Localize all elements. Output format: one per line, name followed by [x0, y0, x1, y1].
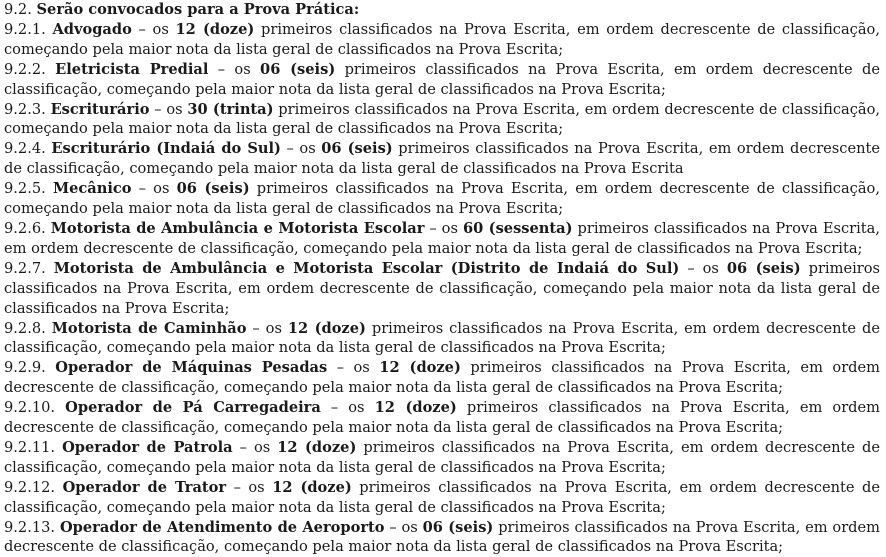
item-count: 12 (doze): [379, 359, 461, 377]
item-role: Escriturário: [50, 100, 150, 118]
item-count: 12 (doze): [272, 478, 352, 496]
item-role: Operador de Máquinas Pesadas: [55, 359, 328, 377]
list-item: [4, 319, 880, 359]
list-item: [4, 20, 880, 60]
item-count: 06 (seis): [260, 60, 336, 78]
item-role: Escriturário (Indaiá do Sul): [51, 140, 281, 158]
item-separator: – os: [246, 319, 288, 337]
item-text: primeiros classificados na Prova Escrita, em ordem decrescente de classificação, começando pela maior nota da lista geral de classificados na Prova Escrita;: [4, 60, 880, 98]
item-count: 12 (doze): [175, 20, 255, 38]
item-text: primeiros classificados na Prova Escrita, em ordem decrescente de classificação, começando pela maior nota da lista geral de classificados na Prova Escrita;: [4, 438, 881, 476]
item-text: primeiros classificados na Prova Escrita, em ordem decrescente de classificação, começando pela maior nota da lista geral de classificados na Prova Escrita;: [4, 399, 880, 437]
section-number: 9.2.: [4, 1, 32, 18]
item-count: 06 (seis): [321, 140, 393, 158]
item-separator: – os: [384, 518, 423, 536]
item-count: 12 (doze): [374, 399, 457, 417]
list-item: [4, 179, 880, 219]
item-separator: – os: [320, 399, 375, 417]
item-role: Mecânico: [52, 180, 132, 198]
item-separator: – os: [280, 140, 322, 158]
item-count: 30 (trinta): [187, 100, 274, 118]
item-text: primeiros classificados na Prova Escrita, em ordem decrescente de classificação, começando pela maior nota da lista geral de classificados na Prova Escrita;: [4, 319, 880, 357]
item-count: 06 (seis): [422, 518, 494, 536]
list-item: [4, 438, 880, 478]
item-count: 60 (sessenta): [462, 219, 573, 237]
item-separator: – os: [208, 60, 261, 78]
list-item: [4, 478, 880, 518]
item-number: 9.2.9.: [4, 359, 46, 377]
item-text: primeiros classificados na Prova Escrita, em ordem decrescente de classificação, começando pela maior nota da lista geral de classificados na Prova Escrita;: [4, 518, 880, 556]
section-title: Serão convocados para a Prova Prática:: [36, 1, 360, 18]
item-number: 9.2.13.: [4, 518, 56, 536]
item-separator: – os: [424, 219, 463, 237]
item-role: Advogado: [52, 20, 132, 38]
item-number: 9.2.8.: [4, 319, 46, 337]
item-count: 06 (seis): [176, 180, 250, 198]
item-role: Motorista de Ambulância e Motorista Escolar: [50, 219, 425, 237]
item-text: primeiros classificados na Prova Escrita, em ordem decrescente de classificação, começando pela maior nota da lista geral de classificados na Prova Escrita;: [4, 20, 880, 58]
item-text: primeiros classificados na Prova Escrita, em ordem decrescente de classificação, começando pela maior nota da lista geral de classificados na Prova Escrita;: [4, 478, 880, 516]
item-separator: – os: [226, 478, 273, 496]
item-separator: – os: [131, 180, 177, 198]
item-text: primeiros classificados na Prova Escrita, em ordem decrescente de classificação, começando pela maior nota da lista geral de classificados na Prova Escrita;: [4, 259, 880, 317]
item-number: 9.2.4.: [4, 140, 46, 158]
item-text: primeiros classificados na Prova Escrita, em ordem decrescente de classificação, começando pela maior nota da lista geral de classificados na Prova Escrita;: [4, 180, 880, 218]
item-text: primeiros classificados na Prova Escrita, em ordem decrescente de classificação, começando pela maior nota da lista geral de classificados na Prova Escrita;: [4, 359, 880, 397]
item-role: Operador de Atendimento de Aeroporto: [59, 518, 385, 536]
item-role: Operador de Patrola: [62, 438, 233, 456]
item-separator: – os: [327, 359, 380, 377]
item-number: 9.2.7.: [4, 259, 46, 277]
item-number: 9.2.5.: [4, 180, 46, 198]
list-item: [4, 60, 880, 100]
item-separator: – os: [149, 100, 188, 118]
item-separator: – os: [131, 20, 176, 38]
list-item: [4, 398, 880, 438]
item-separator: – os: [232, 438, 278, 456]
item-number: 9.2.11.: [4, 438, 56, 456]
item-number: 9.2.1.: [4, 20, 46, 38]
item-text: primeiros classificados na Prova Escrita, em ordem decrescente de classificação, começando pela maior nota da lista geral de classificados na Prova Escrita;: [4, 219, 881, 257]
list-item: [4, 358, 880, 398]
item-role: Operador de Trator: [62, 478, 227, 496]
item-separator: – os: [679, 259, 727, 277]
item-number: 9.2.2.: [4, 60, 46, 78]
item-role: Eletricista Predial: [55, 60, 209, 78]
item-number: 9.2.6.: [4, 219, 46, 237]
item-count: 12 (doze): [287, 319, 366, 337]
list-item: [4, 518, 880, 557]
item-role: Motorista de Caminhão: [51, 319, 247, 337]
item-role: Motorista de Ambulância e Motorista Escolar (Distrito de Indaiá do Sul): [53, 259, 680, 277]
item-text: primeiros classificados na Prova Escrita, em ordem decrescente de classificação, começando pela maior nota da lista geral de classificados na Prova Escrita: [4, 140, 881, 178]
item-role: Operador de Pá Carregadeira: [65, 399, 321, 417]
item-number: 9.2.12.: [4, 478, 56, 496]
list-item: [4, 259, 880, 319]
item-text: primeiros classificados na Prova Escrita, em ordem decrescente de classificação, começando pela maior nota da lista geral de classificados na Prova Escrita;: [4, 100, 880, 138]
item-number: 9.2.10.: [4, 399, 56, 417]
section-heading: [4, 0, 880, 20]
list-item: [4, 219, 880, 259]
list-item: [4, 100, 880, 140]
item-count: 12 (doze): [277, 438, 357, 456]
item-count: 06 (seis): [726, 259, 801, 277]
list-item: [4, 139, 880, 179]
item-number: 9.2.3.: [4, 100, 46, 118]
